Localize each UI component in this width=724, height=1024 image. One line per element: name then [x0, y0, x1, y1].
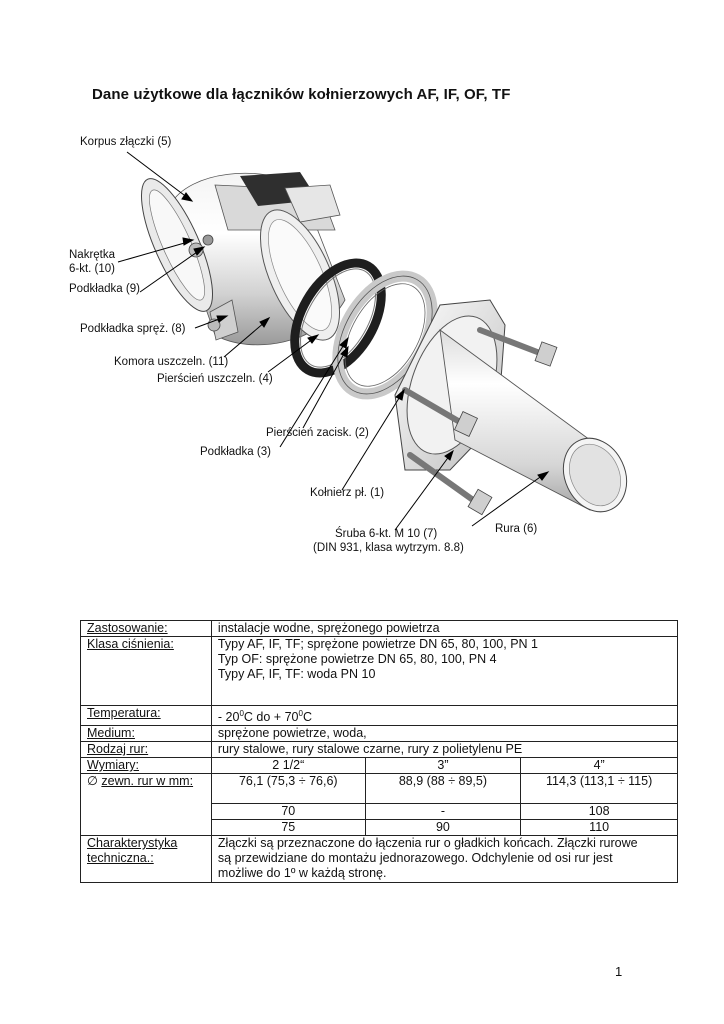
label-podkladka-sprez: Podkładka spręż. (8) — [80, 323, 186, 335]
rodzaj-value: rury stalowe, rury stalowe czarne, rury z polietylenu PE — [211, 742, 677, 758]
wymiary-label: Wymiary: — [81, 758, 212, 774]
table-cell: 110 — [521, 820, 678, 836]
label-kolnierz: Kołnierz pł. (1) — [310, 487, 385, 499]
char-line: możliwe do 1º w każdą stronę. — [217, 866, 387, 881]
medium-value: sprężone powietrze, woda, — [211, 726, 677, 742]
table-cell: 90 — [365, 820, 521, 836]
table-cell: 70 — [211, 804, 365, 820]
medium-label: Medium: — [81, 726, 212, 742]
zastosowanie-label: Zastosowanie: — [81, 621, 212, 637]
label-rura: Rura (6) — [495, 523, 538, 535]
table-cell: 108 — [521, 804, 678, 820]
wymiar-cell: 3” — [365, 758, 521, 774]
label-pierscien-uszczeln: Pierścień uszczeln. (4) — [157, 373, 273, 385]
label-nakretka-line2: 6-kt. (10) — [69, 263, 116, 275]
wymiar-cell: 4” — [521, 758, 678, 774]
wymiar-cell: 2 1/2“ — [211, 758, 365, 774]
label-korpus: Korpus złączki (5) — [80, 136, 172, 148]
label-sruba-1: Śruba 6-kt. M 10 (7) — [335, 528, 438, 540]
page-number: 1 — [615, 964, 623, 979]
label-nakretka — [69, 248, 115, 276]
table-row — [81, 637, 678, 706]
label-podkladka-3: Podkładka (3) — [200, 446, 271, 458]
klasa-line: Typy AF, IF, TF: woda PN 10 — [217, 667, 376, 681]
label-komora: Komora uszczeln. (11) — [114, 356, 229, 368]
klasa-label: Klasa ciśnienia: — [81, 637, 212, 706]
temperatura-value: - $20^0C$ do + $70^0C$ — [211, 706, 677, 726]
diameter-icon: ∅ — [87, 774, 98, 789]
table-row — [81, 621, 678, 637]
table-row — [81, 758, 678, 774]
label-podkladka-9: Podkładka (9) — [69, 283, 140, 295]
label-pierscien-zacisk: Pierścień zacisk. (2) — [266, 427, 369, 439]
page-title: Dane użytkowe dla łączników kołnierzowych AF, IF, OF, TF — [92, 86, 511, 103]
srednica-cell: 76,1 (75,3 ÷ 76,6) — [211, 774, 365, 804]
table-row — [81, 836, 678, 883]
rodzaj-label: Rodzaj rur: — [81, 742, 212, 758]
label-nakretka-line1: Nakrętka — [69, 249, 116, 261]
table-row — [81, 726, 678, 742]
label-sruba-2: (DIN 931, klasa wytrzym. 8.8) — [313, 542, 464, 554]
srednica-cell: 88,9 (88 ÷ 89,5) — [365, 774, 521, 804]
charakterystyka-value — [211, 836, 677, 883]
klasa-line: Typ OF: sprężone powietrze DN 65, 80, 100, PN 4 — [217, 652, 497, 666]
table-row — [81, 774, 678, 804]
table-cell: 75 — [211, 820, 365, 836]
srednica-label: ∅ zewn. rur w mm: — [81, 774, 212, 836]
table-row — [81, 706, 678, 726]
char-line: są przewidziane do montażu jednorazowego. Odchylenie od osi rur jest — [217, 851, 613, 866]
table-row — [81, 742, 678, 758]
zastosowanie-value: instalacje wodne, sprężonego powietrza — [211, 621, 677, 637]
spec-table — [80, 620, 678, 883]
charakterystyka-label: Charakterystyka techniczna.: — [81, 836, 212, 883]
klasa-value — [211, 637, 677, 706]
temperatura-label: Temperatura: — [81, 706, 212, 726]
table-cell: - — [365, 804, 521, 820]
srednica-cell: 114,3 (113,1 ÷ 115) — [521, 774, 678, 804]
char-line: Złączki są przeznaczone do łączenia rur o gładkich końcach. Złączki rurowe — [217, 836, 638, 851]
klasa-line: Typy AF, IF, TF; sprężone powietrze DN 65, 80, 100, PN 1 — [217, 637, 538, 651]
